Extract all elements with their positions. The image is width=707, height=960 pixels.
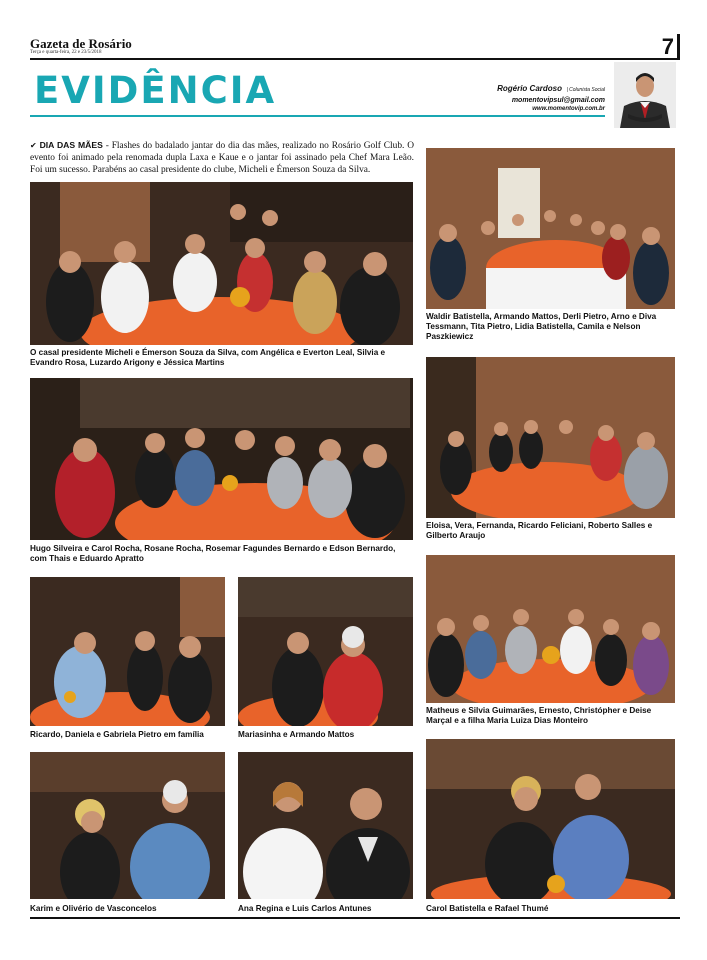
page-number-bar [677,34,680,58]
event-photo [238,752,413,899]
event-photo [30,378,413,540]
photo-caption: Mariasinha e Armando Mattos [238,730,355,739]
photo-caption: Carol Batistella e Rafael Thumé [426,904,549,913]
event-photo [426,739,675,899]
footer-rule [30,917,680,919]
photo-caption: O casal presidente Micheli e Émerson Souza da Silva, com Angélica e Everton Leal, Silvia e Evandro Rosa, Luzardo Arigony e Jéssica Martins [30,348,386,367]
photo-caption: Waldir Batistella, Armando Mattos, Derli Pietro, Arno e Diva Tessmann, Tita Pietro, Lidia Batistella, Camila e Nelson Paszkiewicz [426,312,657,341]
photo-caption: Matheus e Silvia Guimarães, Ernesto, Christópher e Deise Marçal e a filha Maria Luiza Dias Monteiro [426,706,652,725]
photo-caption: Ana Regina e Luis Carlos Antunes [238,904,372,913]
columnist-email: momentovipsul@gmail.com [511,97,605,104]
columnist-name: Rogério Cardoso [497,84,562,93]
event-photo [238,577,413,726]
columnist-credit [470,78,605,112]
checkmark-icon: ✔ [30,141,37,150]
event-photo [426,148,675,309]
photo-caption: Karim e Olivério de Vasconcelos [30,904,157,913]
photo-caption: Ricardo, Daniela e Gabriela Pietro em família [30,730,204,739]
intro-text [30,139,414,176]
issue-date: Terça e quarta-feira, 22 e 23/5/2018 [30,50,102,55]
columnist-website: www.momentovip.com.br [532,106,605,112]
event-photo [30,752,225,899]
event-photo [30,577,225,726]
newspaper-name: Gazeta de Rosário [30,36,132,51]
section-title: EVIDÊNCIA [34,69,277,112]
intro-lead: DIA DAS MÃES [39,140,103,150]
masthead [30,36,680,60]
page-number: 7 [661,34,674,59]
columnist-photo [614,62,676,128]
event-photo [426,555,675,703]
photo-caption: Hugo Silveira e Carol Rocha, Rosane Rocha, Rosemar Fagundes Bernardo e Edson Bernardo, com Thais e Eduardo Apratto [30,544,396,563]
intro-body: - Flashes do badalado jantar do dia das mães, realizado no Rosário Golf Club. O evento foi animado pela renomada dupla Laxa e Kaue e o jantar foi assinado pela Chef Mara Leão. Foi um sucesso. Parabéns ao casal presidente do clube, Micheli e Émerson Souza da Silva. [30,141,415,175]
columnist-role: | Colunista Social [566,87,605,93]
event-photo [426,357,675,518]
photo-caption: Eloisa, Vera, Fernanda, Ricardo Feliciani, Roberto Salles e Gilberto Araujo [426,521,653,540]
section-title-rule [30,115,605,117]
event-photo [30,182,413,345]
